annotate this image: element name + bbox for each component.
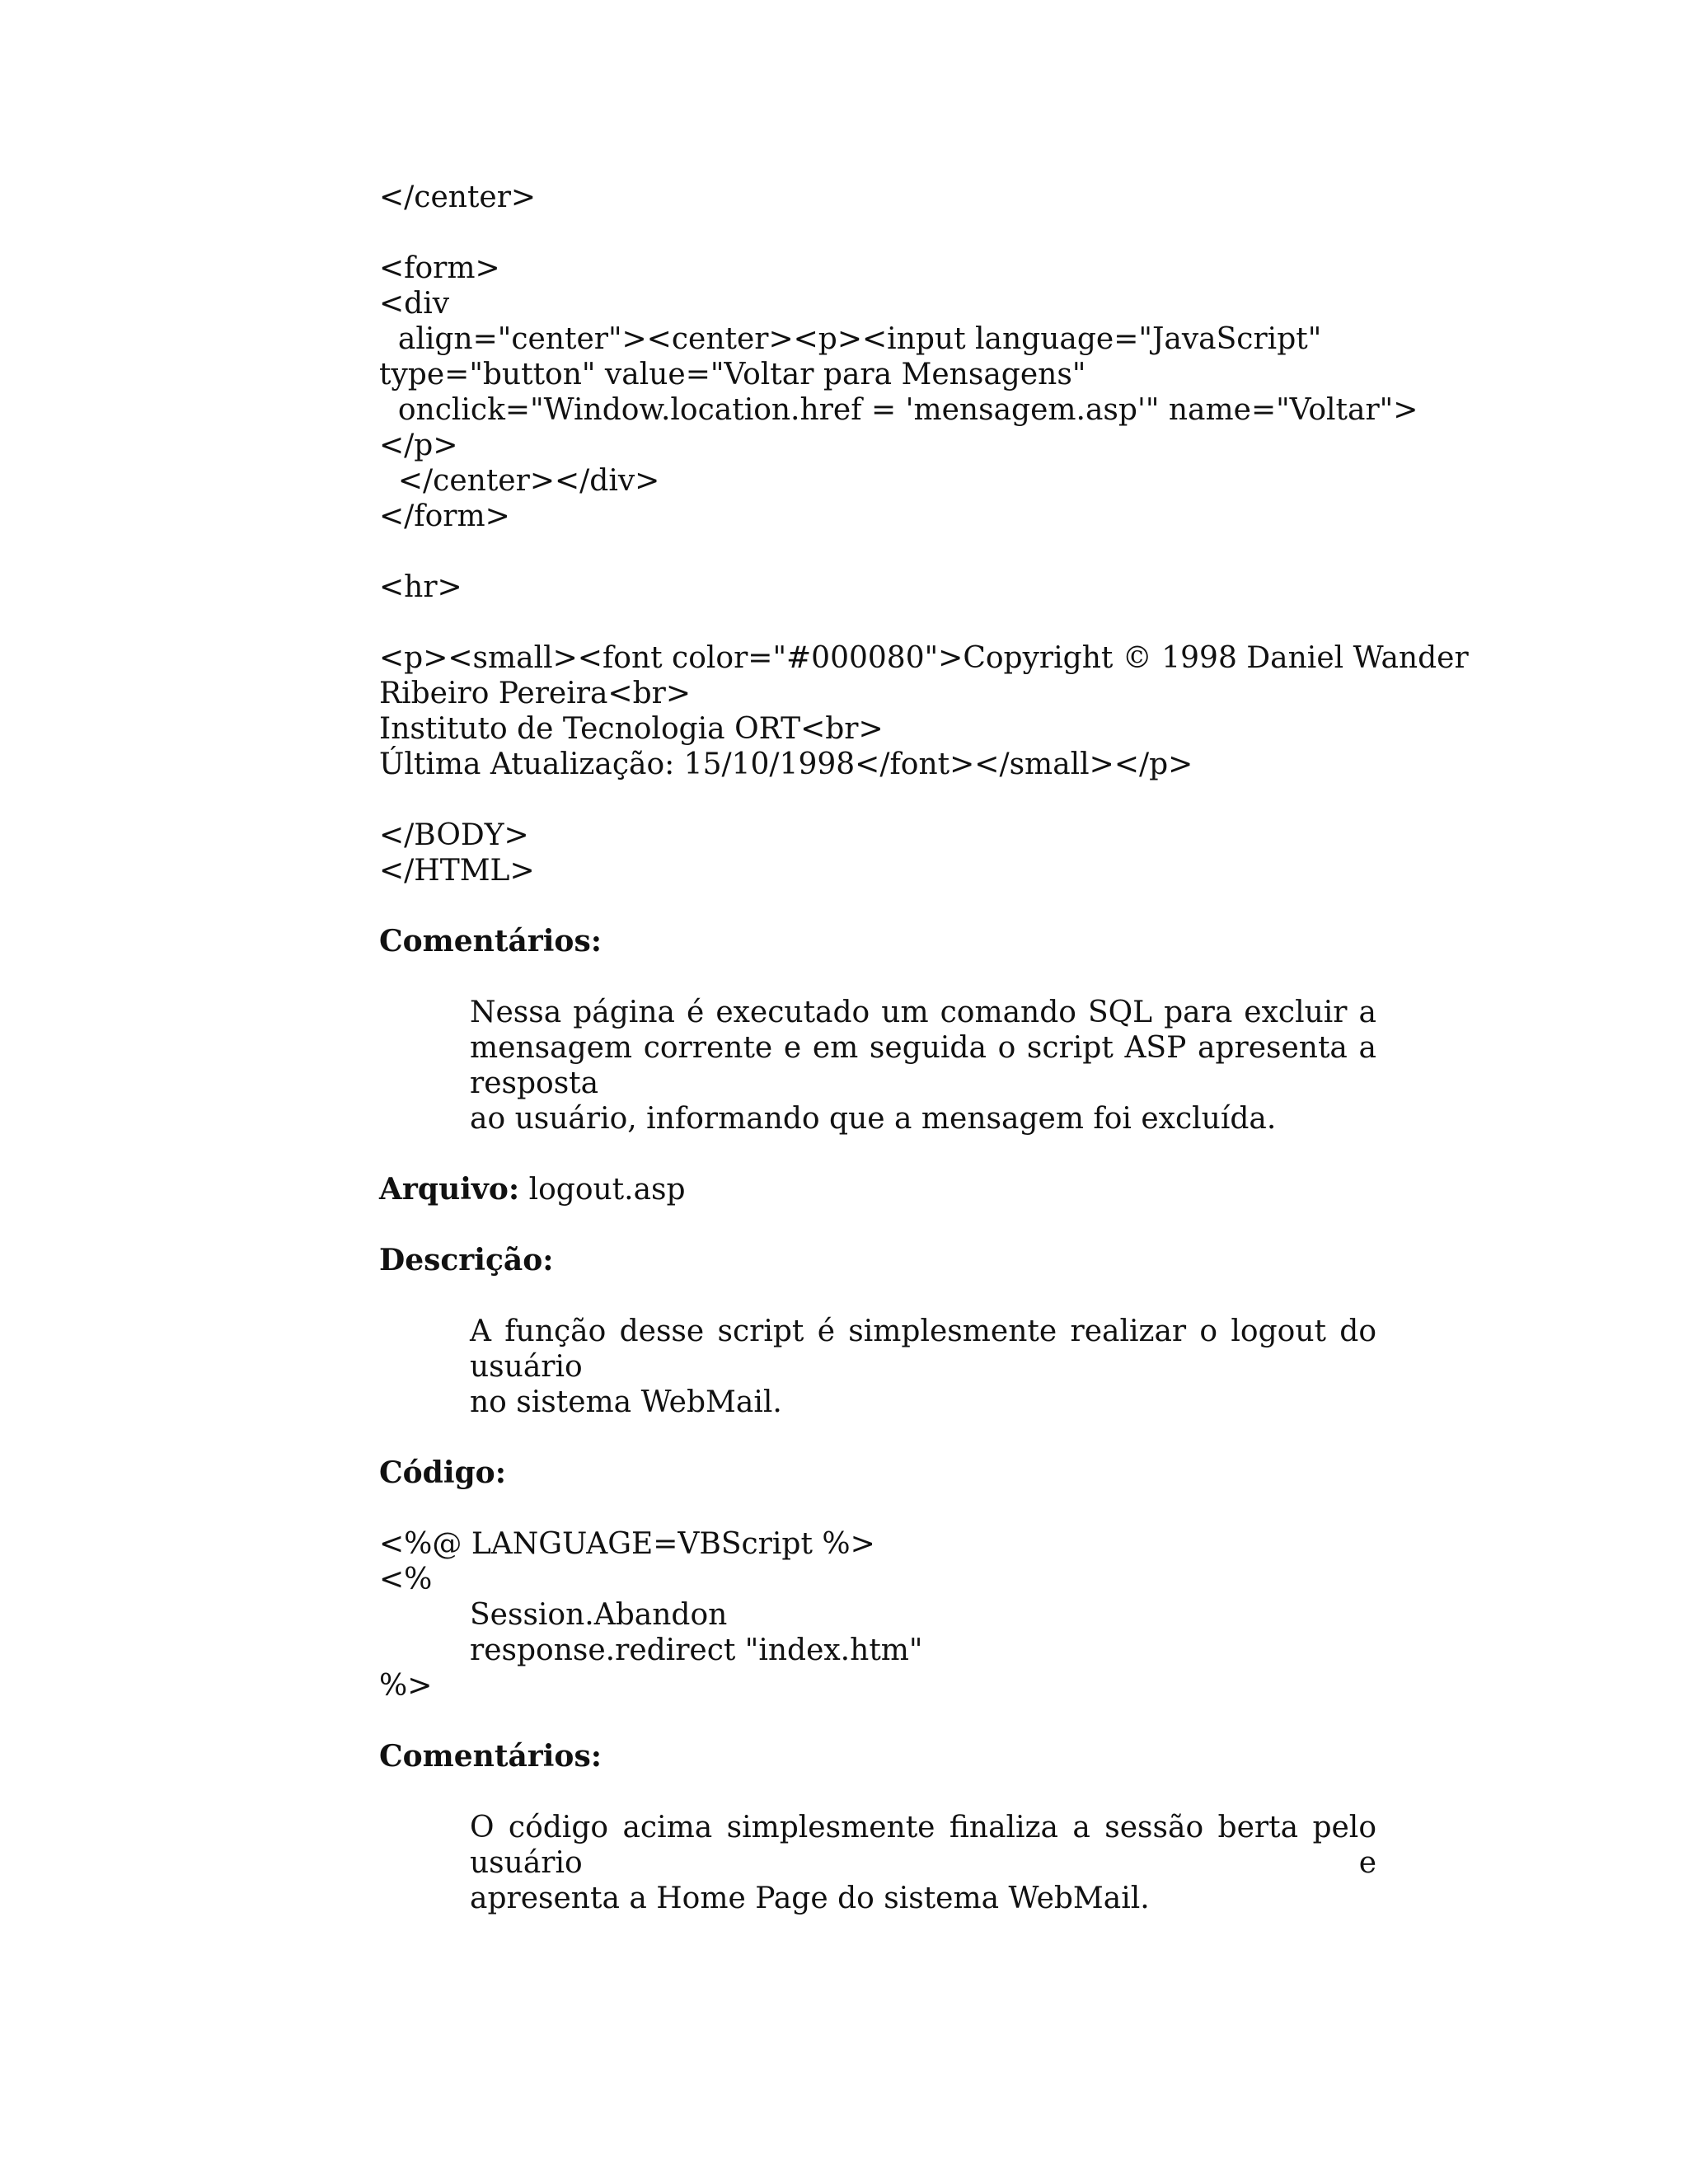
blank-line — [379, 215, 1376, 251]
code-line: </center> — [379, 180, 537, 214]
paragraph-line: no sistema WebMail. — [470, 1385, 782, 1419]
blank-line — [379, 534, 1376, 569]
paragraph-line: O código acima simplesmente finaliza a sessão berta pelo usuário e — [470, 1811, 1376, 1880]
code-line: </form> — [379, 499, 510, 533]
file-label: Arquivo: — [379, 1172, 520, 1207]
paragraph-comentarios-2 — [379, 1810, 1376, 1916]
code-line: <div — [379, 287, 450, 321]
code-line: <form> — [379, 251, 500, 285]
code-block-html-tail — [379, 180, 1469, 888]
code-line: </p> — [379, 429, 458, 462]
code-line: %> — [379, 1669, 433, 1703]
blank-line — [379, 605, 1376, 640]
file-line — [379, 1172, 1376, 1207]
paragraph-descricao — [379, 1314, 1376, 1420]
code-block-asp — [379, 1526, 1376, 1704]
code-line: </BODY> — [379, 818, 529, 852]
code-line: Instituto de Tecnologia ORT<br> — [379, 712, 884, 746]
section-heading-codigo: Código: — [379, 1455, 506, 1490]
code-line: Ribeiro Pereira<br> — [379, 677, 691, 710]
code-line: <p><small><font color="#000080">Copyright © 1998 Daniel Wander — [379, 641, 1469, 675]
paragraph-line: A função desse script é simplesmente realizar o logout do usuário — [470, 1315, 1376, 1384]
code-line: onclick="Window.location.href = 'mensagem.asp'" name="Voltar"> — [379, 393, 1418, 427]
section-heading-comentarios: Comentários: — [379, 1739, 602, 1774]
paragraph-line: mensagem corrente e em seguida o script ASP apresenta a resposta — [470, 1031, 1376, 1100]
document-page — [379, 180, 1469, 1916]
paragraph-line: Nessa página é executado um comando SQL para excluir a — [470, 996, 1376, 1029]
file-name: logout.asp — [528, 1173, 686, 1207]
code-line: </HTML> — [379, 854, 535, 888]
paragraph-comentarios-1 — [379, 995, 1376, 1137]
code-line: Última Atualização: 15/10/1998</font></small></p> — [379, 748, 1193, 781]
section-heading-comentarios: Comentários: — [379, 924, 602, 958]
code-line: response.redirect "index.htm" — [470, 1633, 923, 1667]
code-line: type="button" value="Voltar para Mensagens" — [379, 358, 1086, 391]
paragraph-line: ao usuário, informando que a mensagem foi excluída. — [470, 1102, 1277, 1136]
paragraph-line: apresenta a Home Page do sistema WebMail. — [470, 1882, 1150, 1915]
code-line: align="center"><center><p><input language="JavaScript" — [379, 322, 1322, 356]
code-line: <hr> — [379, 570, 462, 604]
section-heading-descricao: Descrição: — [379, 1243, 554, 1277]
code-line: <%@ LANGUAGE=VBScript %> — [379, 1527, 875, 1561]
code-line: <% — [379, 1563, 433, 1596]
code-line: </center></div> — [379, 464, 660, 498]
code-line: Session.Abandon — [470, 1598, 728, 1632]
blank-line — [379, 782, 1376, 818]
